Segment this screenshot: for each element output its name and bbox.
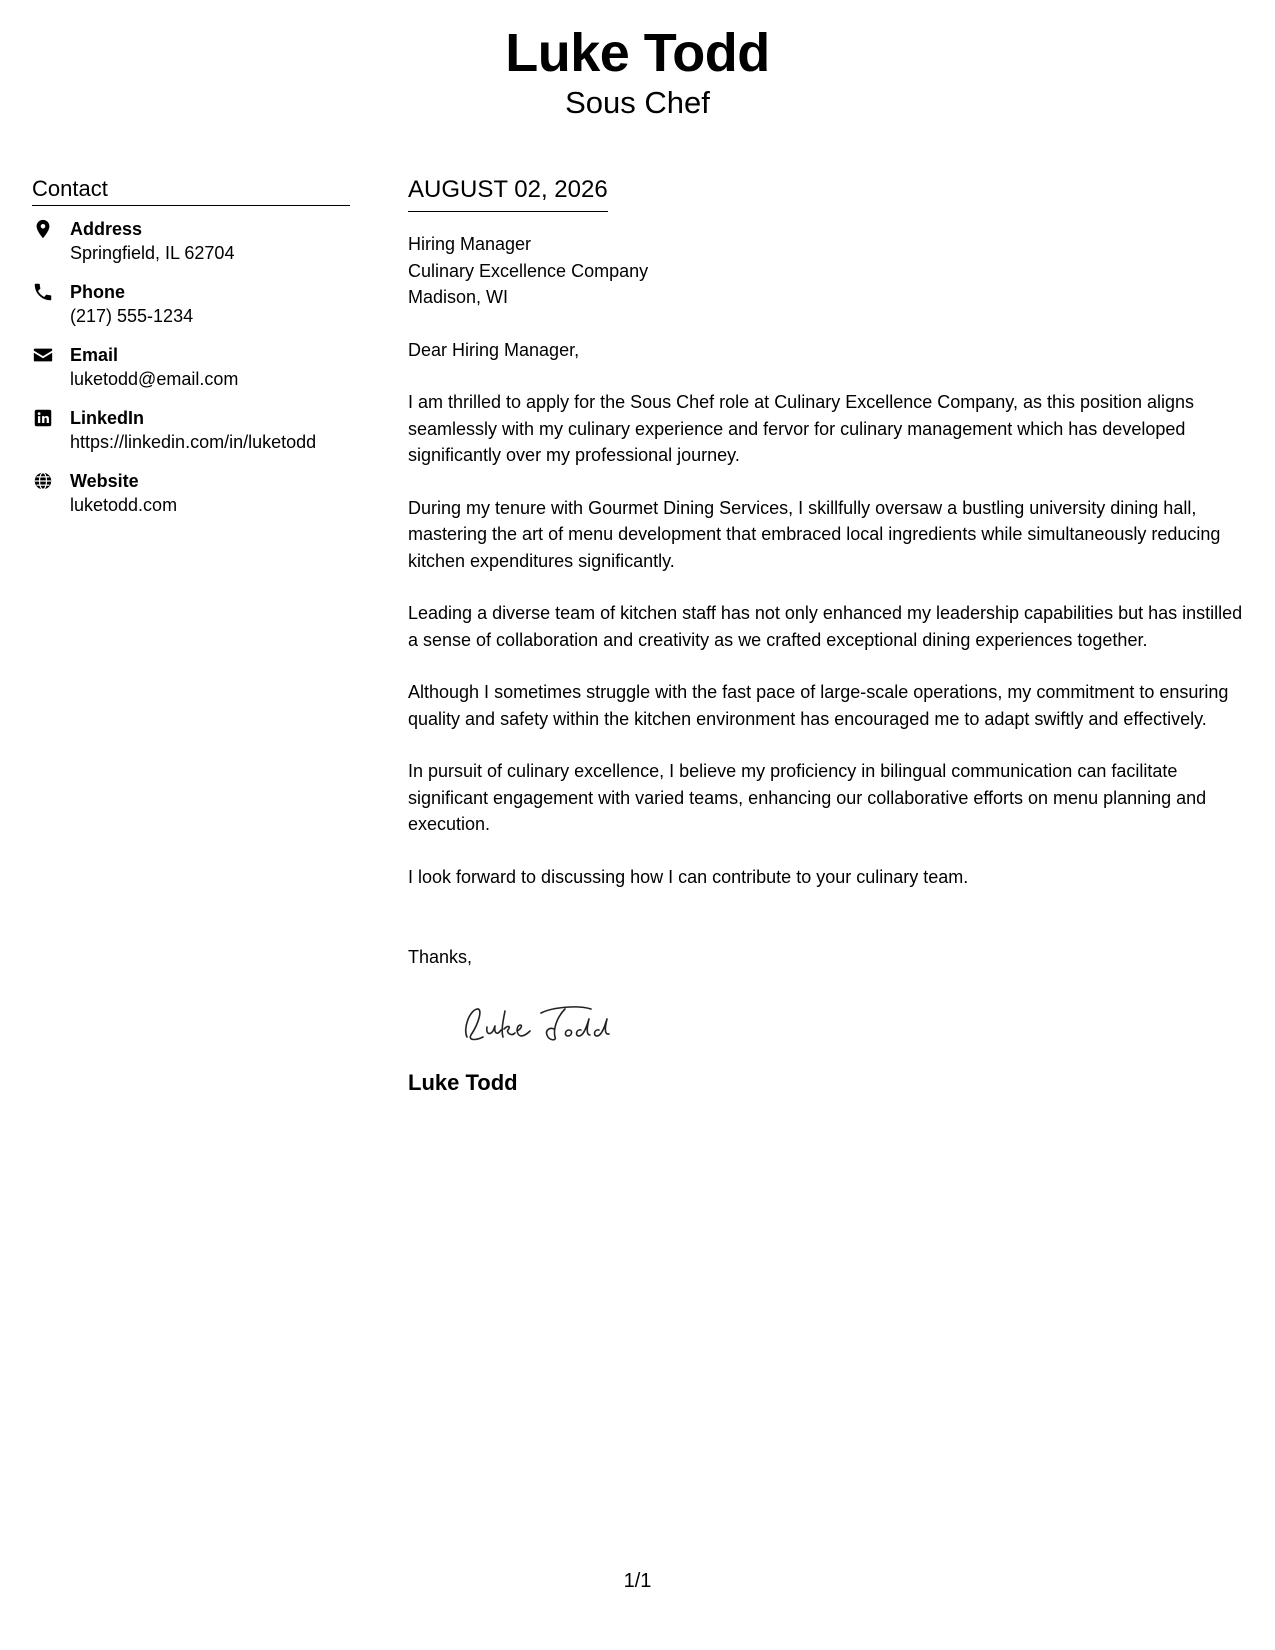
body-paragraph: Although I sometimes struggle with the fast pace of large-scale operations, my commitment to ensuring quality and safety within the kitchen environment has encouraged me to adapt swiftly and effectively. <box>408 682 1229 729</box>
contact-value-linkedin: https://linkedin.com/in/luketodd <box>70 432 317 452</box>
contact-value-address: Springfield, IL 62704 <box>70 243 235 263</box>
recipient-line: Hiring Manager <box>408 234 532 254</box>
applicant-name: Luke Todd <box>505 23 770 83</box>
body-paragraph: I look forward to discussing how I can contribute to your culinary team. <box>408 866 969 887</box>
contact-label-email: Email <box>70 345 119 365</box>
globe-icon <box>32 470 54 492</box>
contact-item-email <box>32 343 350 406</box>
handwritten-signature <box>453 999 643 1051</box>
contact-value-phone: (217) 555-1234 <box>70 306 194 326</box>
contact-label-phone: Phone <box>70 282 126 302</box>
signed-name: Luke Todd <box>408 1069 518 1095</box>
linkedin-icon <box>32 407 54 429</box>
body-paragraph: Leading a diverse team of kitchen staff has not only enhanced my leadership capabilities but has instilled a sense of collaboration and creativity as we crafted exceptional dining experiences together. <box>408 603 1243 650</box>
contact-item-linkedin <box>32 406 350 469</box>
contact-label-address: Address <box>70 219 143 239</box>
contact-value-email: luketodd@email.com <box>70 369 239 389</box>
letter-date: AUGUST 02, 2026 <box>408 175 608 212</box>
page-number: 1/1 <box>623 1570 652 1592</box>
closing: Thanks, <box>408 947 473 967</box>
contact-sidebar <box>32 175 350 532</box>
contact-list <box>32 217 350 532</box>
body-paragraph: In pursuit of culinary excellence, I believe my proficiency in bilingual communication can facilitate significant engagement with varied teams, enhancing our collaborative efforts on menu planning and execution. <box>408 761 1207 834</box>
recipient-line: Madison, WI <box>408 287 509 307</box>
salutation: Dear Hiring Manager, <box>408 339 580 360</box>
phone-icon <box>32 281 54 303</box>
contact-item-phone <box>32 280 350 343</box>
job-title: Sous Chef <box>565 85 710 120</box>
contact-item-website <box>32 469 350 532</box>
contact-section-title: Contact <box>32 175 350 206</box>
map-pin-icon <box>32 218 54 240</box>
contact-item-address <box>32 217 350 280</box>
contact-value-website: luketodd.com <box>70 495 178 515</box>
recipient-block <box>408 231 1253 311</box>
envelope-icon <box>32 344 54 366</box>
body-paragraph: I am thrilled to apply for the Sous Chef role at Culinary Excellence Company, as this position aligns seamlessly with my culinary experience and fervor for culinary management which has developed significantly over my professional journey. <box>408 392 1195 465</box>
letter-header <box>0 22 1275 122</box>
contact-label-linkedin: LinkedIn <box>70 408 145 428</box>
recipient-line: Culinary Excellence Company <box>408 260 649 281</box>
body-paragraph: During my tenure with Gourmet Dining Services, I skillfully oversaw a bustling university dining hall, mastering the art of menu development that embraced local ingredients while simultaneously reducing kitchen expenditures significantly. <box>408 497 1221 571</box>
contact-label-website: Website <box>70 471 139 491</box>
letter-body <box>408 175 1253 1097</box>
